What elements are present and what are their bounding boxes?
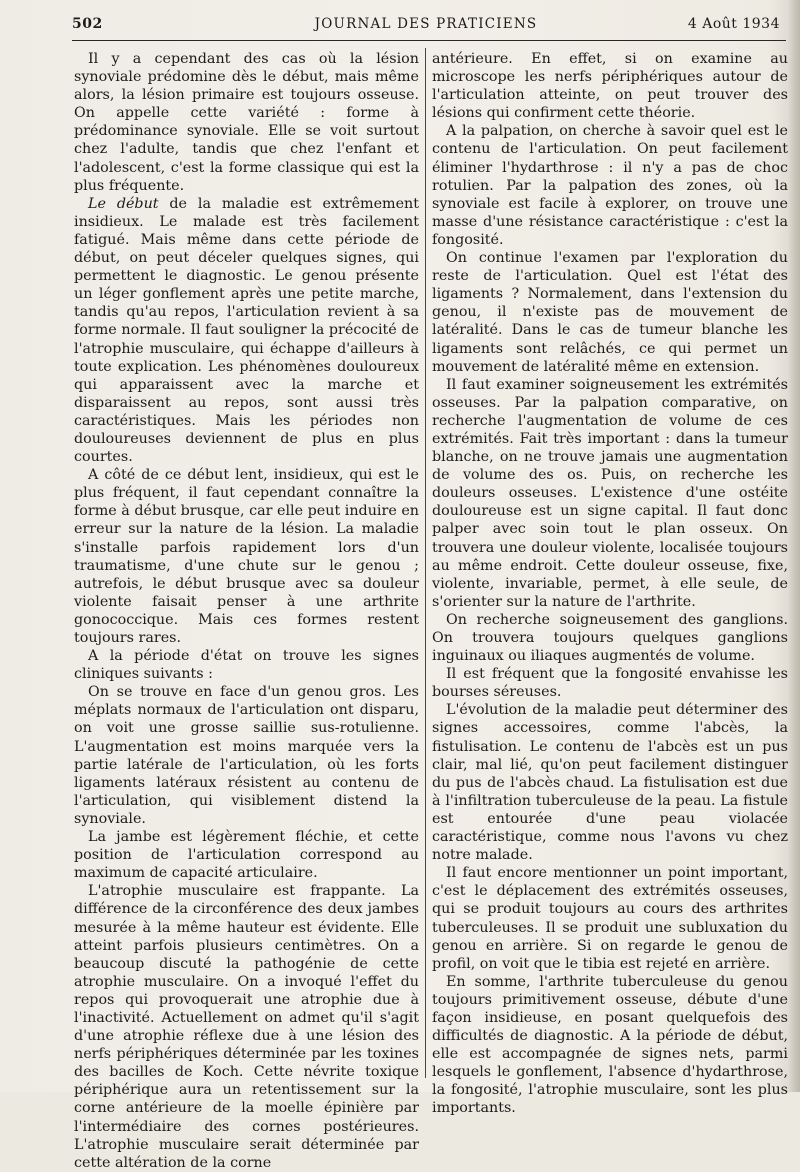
paragraph: antérieure. En effet, si on examine au microscope les nerfs périphériques autour de l'articulation atteinte, on peut trouver des lésions qui confirment cette théorie. (432, 51, 788, 122)
paragraph: A côté de ce début lent, insidieux, qui est le plus fréquent, il faut cependant connaître la forme à début brusque, car elle peut induire en erreur sur la nature de la lésion. La maladie s'installe parfois rapidement lors d'un traumatisme, d'une chute sur le genou ; autrefois, le début brusque avec sa douleur violente faisait penser à une arthrite gonococcique. Mais ces formes restent toujours rares. (74, 467, 419, 646)
paragraph: En somme, l'arthrite tuberculeuse du genou toujours primitivement osseuse, débute d'une façon insidieuse, en posant quelquefois des difficultés de diagnostic. A la période de début, elle est accompagnée de signes nets, parmi lesquels le gonflement, l'absence d'hydarthrose, la fongosité, l'atrophie musculaire, sont les plus importants. (432, 973, 788, 1117)
page-number: 502 (72, 16, 103, 32)
paragraph (74, 195, 419, 466)
paragraph: On continue l'examen par l'exploration du reste de l'articulation. Quel est l'état des ligaments ? Normalement, dans l'extension du genou, il n'existe pas de mouvement de latéralité. Dans le cas de tumeur blanche les ligaments sont relâchés, ce qui permet un mouvement de latéralité même en extension. (432, 250, 788, 375)
paragraph: L'évolution de la maladie peut déterminer des signes accessoires, comme l'abcès, la fistulisation. Le contenu de l'abcès est un pus clair, mal lié, qu'on peut facilement distinguer du pus de l'abcès chaud. La fistulisation est due à l'infiltration tuberculeuse de la peau. La fistule est entourée d'une peau violacée caractéristique, comme nous l'avons vu chez notre malade. (432, 702, 788, 864)
paragraph: Il est fréquent que la fongosité envahisse les bourses séreuses. (432, 666, 788, 701)
paragraph: A la période d'état on trouve les signes cliniques suivants : (74, 648, 419, 683)
paragraph: On recherche soigneusement des ganglions. On trouvera toujours quelques ganglions inguinaux ou iliaques augmentés de volume. (432, 611, 788, 665)
paragraph-text: de la maladie est extrêmement insidieux. Le malade est très facilement fatigué. Mais même dans cette période de début, on peut déceler quelques signes, qui permettent le diagnostic. Le genou présente un léger gonflement après une petite marche, tandis qu'au repos, l'articulation revient à sa forme normale. Il faut souligner la précocité de l'atrophie musculaire, qui échappe d'ailleurs à toute explication. Les phénomènes douloureux qui apparaissent avec la marche et disparaissent au repos, sont aussi très caractéristiques. Mais les périodes non douloureuses deviennent de plus en plus courtes. (74, 195, 420, 466)
right-column (432, 50, 788, 1117)
paragraph: A la palpation, on cherche à savoir quel est le contenu de l'articulation. On peut facilement éliminer l'hydarthrose : il n'y a pas de choc rotulien. Par la palpation des zones, où la synoviale est facile à explorer, on trouve une masse d'une résistance caractéristique : c'est la fongosité. (432, 123, 788, 248)
left-column (74, 50, 420, 1171)
paragraph: On se trouve en face d'un genou gros. Les méplats normaux de l'articulation ont disparu, on voit une grosse saillie sus-rotulienne. L'augmentation est moins marquée vers la partie latérale de l'articulation, où les forts ligaments latéraux résistent au contenu de l'articulation, qui visiblement distend la synoviale. (74, 684, 419, 827)
page-edge-shadow (788, 0, 800, 1092)
paragraph: L'atrophie musculaire est frappante. La différence de la circonférence des deux jambes mesurée à la même hauteur est évidente. Elle atteint parfois plusieurs centimètres. On a beaucoup discuté la pathogénie de cette atrophie musculaire. On a invoqué l'effet du repos qui provoquerait une atrophie due à l'inactivité. Actuellement on admet qu'il s'agit d'une atrophie réflexe due à une lésion des nerfs périphériques déterminée par les toxines des bacilles de Koch. Cette névrite toxique périphérique aura un retentissement sur la corne antérieure de la moelle épinière par l'intermédiaire des cornes postérieures. L'atrophie musculaire serait déterminée par cette altération de la corne (74, 883, 419, 1171)
italic-lead: Le début (88, 195, 159, 212)
paragraph: Il faut examiner soigneusement les extrémités osseuses. Par la palpation comparative, on recherche l'augmentation de volume de ces extrémités. Fait très important : dans la tumeur blanche, on ne trouve jamais une augmentation de volume des os. Puis, on recherche les douleurs osseuses. L'existence d'une ostéite douloureuse est un signe capital. Il faut donc palper avec soin tout le plan osseux. On trouvera une douleur violente, localisée toujours au même endroit. Cette douleur osseuse, fixe, violente, invariable, permet, à elle seule, de s'orienter sur la nature de l'arthrite. (432, 376, 788, 610)
header-rule (72, 40, 786, 41)
page-header (72, 16, 780, 38)
column-divider (425, 48, 426, 1078)
paragraph: Il faut encore mentionner un point important, c'est le déplacement des extrémités osseuses, qui se produit toujours au cours des arthrites tuberculeuses. Il se produit une subluxation du genou en arrière. Si on regarde le genou de profil, on voit que le tibia est rejeté en arrière. (432, 865, 788, 972)
issue-date: 4 Août 1934 (687, 16, 780, 32)
paragraph: Il y a cependant des cas où la lésion synoviale prédomine dès le début, mais même alors, la lésion primaire est toujours osseuse. On appelle cette variété : forme à prédominance synoviale. Elle se voit surtout chez l'adulte, tandis que chez l'enfant et l'adolescent, c'est la forme classique qui est la plus fréquente. (74, 51, 419, 194)
paragraph: La jambe est légèrement fléchie, et cette position de l'articulation correspond au maximum de capacité articulaire. (74, 829, 419, 882)
journal-title: JOURNAL DES PRATICIENS (314, 16, 538, 32)
